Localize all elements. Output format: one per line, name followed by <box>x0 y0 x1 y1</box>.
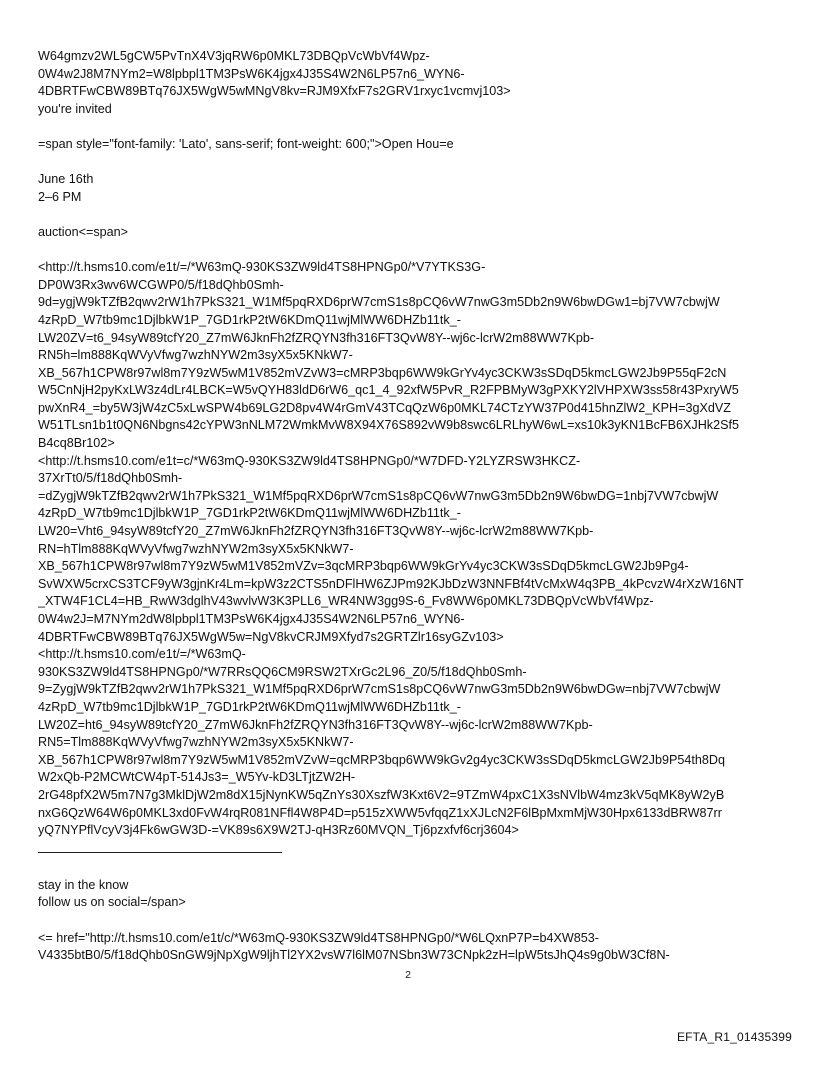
text-line: 4DBRTFwCBW89BTq76JX5WgW5wMNgV8kv=RJM9XfxF7s2GRV1rxyc1vcmvj103> <box>38 84 511 99</box>
social-block <box>38 877 778 912</box>
text-line: yQ7NYPflVcyV3j4Fk6wGW3D-=VK89s6X9W2TJ-qH3Rz60MVQN_Tj6pzxfvf6crj3604> <box>38 823 519 838</box>
spacer <box>38 912 778 930</box>
text-line: <http://t.hsms10.com/e1t/=/*W63mQ- <box>38 647 246 662</box>
text-line: 37XrTt0/5/f18dQhb0Smh- <box>38 471 183 486</box>
text-line: B4cq8Br102> <box>38 436 115 451</box>
text-line: 4zRpD_W7tb9mc1DjlbkW1P_7GD1rkP2tW6KDmQ11wjMlWW6DHZb11tk_- <box>38 699 461 714</box>
text-line: =dZygjW9kTZfB2qwv2rW1h7PkS321_W1Mf5pqRXD6prW7cmS1s8pCQ6vW7nwG3m5Db2n9W6bwDG=1nbj7VW7cbwjW <box>38 488 719 503</box>
text-line: XB_567h1CPW8r97wl8m7Y9zW5wM1V852mVZvW=qcMRP3bqp6WW9kGv2g4yc3CKW3sSDqD5kmcLGW2Jb9P54th8Dq <box>38 752 725 767</box>
text-line: nxG6QzW64W6p0MKL3xd0FvW4rqR081NFfl4W8P4D=p515zXWW5vfqqZ1xXJLcN2F6lBpMxmMjW30Hpx6133dBRW87rr <box>38 805 722 820</box>
spacer <box>38 206 778 224</box>
text-line: 0W4w2J=M7NYm2dW8lpbpl1TM3PsW6K4jgx4J35S4W2N6LP57n6_WYN6- <box>38 612 465 626</box>
text-line: W2xQb-P2MCWtCW4pT-514Js3=_W5Yv-kD3LTjtZW2H- <box>38 770 356 785</box>
text-line: stay in the know <box>38 877 129 892</box>
event-date-block <box>38 171 778 206</box>
email-body <box>38 48 778 965</box>
text-line: 9d=ygjW9kTZfB2qwv2rW1h7PkS321_W1Mf5pqRXD6prW7cmS1s8pCQ6vW7nwG3m5Db2n9W6bwDGw1=bj7VW7cbwjW <box>38 295 720 310</box>
text-line: 2rG48pfX2W5m7N7g3MklDjW2m8dX15jNynKW5qZnYs30XszfW3Kxt6V2=9TZmW4pxC1X3sNVlbW4mz3kV5qMK8yW2yB <box>38 787 725 802</box>
text-line: V4335btB0/5/f18dQhb0SnGW9jNpXgW9ljhTl2YX2vsW7l6lM07NSbn3W73CNpk2zH=lpW5tsJhQ4s9g0bW3Cf8N- <box>38 948 670 963</box>
text-line: RN=hTlm888KqWVyVfwg7wzhNYW2m3syX5x5KNkW7- <box>38 541 354 556</box>
text-line: 4DBRTFwCBW89BTq76JX5WgW5w=NgV8kvCRJM9Xfyd7s2GRTZlr16syGZv103> <box>38 629 504 644</box>
horizontal-rule <box>38 852 282 853</box>
spacer <box>38 154 778 172</box>
text-line: W64gmzv2WL5gCW5PvTnX4V3jqRW6p0MKL73DBQpVcWbVf4Wpz- <box>38 49 430 63</box>
spacer <box>38 118 778 136</box>
text-line: RN5=Tlm888KqWVyVfwg7wzhNYW2m3syX5x5KNkW7- <box>38 735 354 750</box>
text-line: <http://t.hsms10.com/e1t/=/*W63mQ-930KS3ZW9ld4TS8HPNGp0/*V7YTKS3G- <box>38 260 486 275</box>
text-line: LW20ZV=t6_94syW89tcfY20_Z7mW6JknFh2fZRQYN3fh316FT3QvW8Y--wj6c-lcrW2m88WW7Kpb- <box>38 330 595 345</box>
page-number: 2 <box>405 969 411 981</box>
text-line: 2–6 PM <box>38 189 82 204</box>
text-line: XB_567h1CPW8r97wl8m7Y9zW5wM1V852mVZvW3=cMRP3bqp6WW9kGrYv4yc3CKW3sSDqD5kmcLGW2Jb9P55qF2cN <box>38 365 727 380</box>
html-fragment-block <box>38 136 778 154</box>
text-line: SvWXW5crxCS3TCF9yW3gjnKr4Lm=kpW3z2CTS5nDFlHW6ZJPm92KJbDzW3NNFBf4tVcMxW4q3PB_4kPcvzW4rXzW16NT <box>38 576 744 591</box>
text-line: <= href="http://t.hsms10.com/e1t/c/*W63mQ-930KS3ZW9ld4TS8HPNGp0/*W6LQxnP7P=b4XW853- <box>38 930 599 945</box>
text-line: 4zRpD_W7tb9mc1DjlbkW1P_7GD1rkP2tW6KDmQ11wjMlWW6DHZb11tk_- <box>38 312 461 327</box>
text-line: LW20=Vht6_94syW89tcfY20_Z7mW6JknFh2fZRQYN3fh316FT3QvW8Y--wj6c-lcrW2m88WW7Kpb- <box>38 524 594 539</box>
text-line: you're invited <box>38 101 112 116</box>
tracking-links-block <box>38 259 778 840</box>
link-fragment-block <box>38 48 778 118</box>
text-line: 930KS3ZW9ld4TS8HPNGp0/*W7RRsQQ6CM9RSW2TXrGc2L96_Z0/5/f18dQhb0Smh- <box>38 664 527 679</box>
text-line: 4zRpD_W7tb9mc1DjlbkW1P_7GD1rkP2tW6KDmQ11wjMlWW6DHZb11tk_- <box>38 506 461 521</box>
text-line: XB_567h1CPW8r97wl8m7Y9zW5wM1V852mVZv=3qcMRP3bqp6WW9kGrYv4yc3CKW3sSDqD5kmcLGW2Jb9Pg4- <box>38 559 689 574</box>
auction-fragment-block <box>38 224 778 242</box>
text-line: pwXnR4_=by5W3jW4zC5xLwSPW4b69LG2D8pv4W4rGmV43TCqQzW6p0MKL74CTzYW37P0d415hnZlW2_KPH=3gXdVZ <box>38 400 731 415</box>
text-line: W51TLsn1b1t0QN6Nbgns42cYPW3nNLM72WmkMvW8X94X76S892vW9b8swc6LRLhyW6wL=xs10k3yKN1BcFB6XJHk2Sf5 <box>38 418 740 433</box>
text-line: June 16th <box>38 172 94 187</box>
social-link-block <box>38 930 778 965</box>
text-line: <http://t.hsms10.com/e1t=c/*W63mQ-930KS3ZW9ld4TS8HPNGp0/*W7DFD-Y2LYZRSW3HKCZ- <box>38 453 581 468</box>
text-line: DP0W3Rx3wv6WCGWP0/5/f18dQhb0Smh- <box>38 277 284 292</box>
text-line: follow us on social=/span> <box>38 895 186 910</box>
text-line: 0W4w2J8M7NYm2=W8lpbpl1TM3PsW6K4jgx4J35S4W2N6LP57n6_WYN6- <box>38 66 465 81</box>
spacer <box>38 242 778 260</box>
text-line: W5CnNjH2pyKxLW3z4dLr4LBCK=W5vQYH83ldD6rW6_qc1_4_92xfW5PvR_R2FPBMyW3gPXKY2lVHPXW3ss58r43PxryW5 <box>38 383 739 398</box>
text-line: LW20Z=ht6_94syW89tcfY20_Z7mW6JknFh2fZRQYN3fh316FT3QvW8Y--wj6c-lcrW2m88WW7Kpb- <box>38 717 593 732</box>
text-line: _XTW4F1CL4=HB_RwW3dglhV43wvlvW3K3PLL6_WR4NW3gg9S-6_Fv8WW6p0MKL73DBQpVcWbVf4Wpz- <box>38 594 654 609</box>
text-line: =span style="font-family: 'Lato', sans-serif; font-weight: 600;">Open Hou=e <box>38 136 454 151</box>
text-line: auction<=span> <box>38 224 128 239</box>
text-line: 9=ZygjW9kTZfB2qwv2rW1h7PkS321_W1Mf5pqRXD6prW7cmS1s8pCQ6vW7nwG3m5Db2n9W6bwDGw=nbj7VW7cbwjW <box>38 682 721 697</box>
document-id: EFTA_R1_01435399 <box>676 1030 792 1044</box>
text-line: RN5h=lm888KqWVyVfwg7wzhNYW2m3syX5x5KNkW7- <box>38 348 353 363</box>
